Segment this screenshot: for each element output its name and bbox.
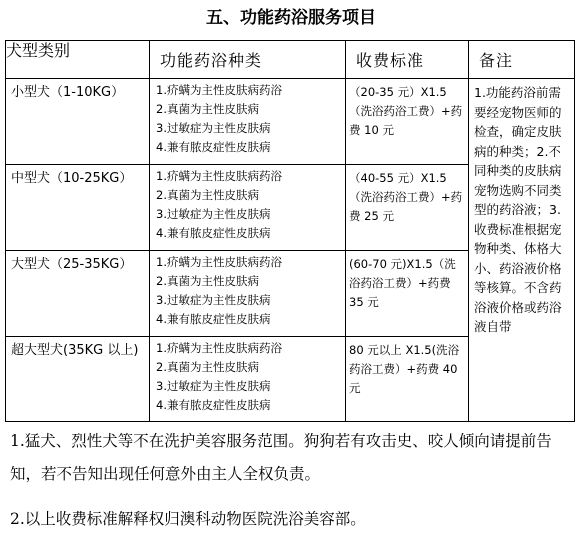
- table-header-row: [6, 41, 575, 79]
- bath-kinds-cell: [150, 165, 346, 251]
- dog-type-cell: 小型犬（1-10KG）: [6, 79, 150, 165]
- bath-kind-item: 2.真菌为主性皮肤病: [156, 274, 259, 288]
- dog-type-cell: 大型犬（25-35KG）: [6, 251, 150, 337]
- footnote-1: 1.猛犬、烈性犬等不在洗护美容服务范围。狗狗若有攻击史、咬人倾向请提前告知，若不告知出现任何意外由主人全权负责。: [10, 432, 552, 483]
- bath-kind-item: 1.疥螨为主性皮肤病药浴: [156, 169, 282, 183]
- bath-kind-item: 4.兼有脓皮症性皮肤病: [156, 226, 271, 240]
- service-table: [5, 40, 575, 422]
- section-title: 五、功能药浴服务项目: [206, 8, 376, 28]
- bath-kind-item: 3.过敏症为主性皮肤病: [156, 293, 271, 307]
- header-note: 备注: [469, 41, 575, 79]
- bath-kinds-cell: [150, 79, 346, 165]
- table-row: [6, 79, 575, 165]
- bath-kinds-cell: [150, 337, 346, 422]
- bath-kind-item: 3.过敏症为主性皮肤病: [156, 207, 271, 221]
- note-cell: 1.功能药浴前需要经宠物医师的检查，确定皮肤病的种类；2.不同种类的皮肤病宠物选购不同类型的药浴液；3.收费标准根据宠物种类、体格大小、药浴液价格等核算。不含药浴液价格或药浴液自带: [469, 79, 575, 422]
- dog-type-cell: 中型犬（10-25KG）: [6, 165, 150, 251]
- bath-kinds-cell: [150, 251, 346, 337]
- bath-kind-item: 1.疥螨为主性皮肤病药浴: [156, 83, 282, 97]
- header-dog-type: 犬型类别: [6, 41, 150, 79]
- dog-type-cell: 超大型犬(35KG 以上): [6, 337, 150, 422]
- bath-kind-item: 2.真菌为主性皮肤病: [156, 188, 259, 202]
- bath-kind-item: 1.疥螨为主性皮肤病药浴: [156, 255, 282, 269]
- price-cell: (60-70 元)X1.5（洗浴药浴工费）+药费 35 元: [346, 251, 469, 337]
- price-cell: 80 元以上 X1.5(洗浴药浴工费）+药费 40 元: [346, 337, 469, 422]
- bath-kind-item: 3.过敏症为主性皮肤病: [156, 121, 271, 135]
- bath-kind-item: 1.疥螨为主性皮肤病药浴: [156, 341, 282, 355]
- price-cell: （20-35 元）X1.5（洗浴药浴工费）+药费 10 元: [346, 79, 469, 165]
- bath-kind-item: 3.过敏症为主性皮肤病: [156, 379, 271, 393]
- bath-kind-item: 2.真菌为主性皮肤病: [156, 360, 259, 374]
- bath-kind-item: 2.真菌为主性皮肤病: [156, 102, 259, 116]
- header-bath-kinds: 功能药浴种类: [150, 41, 346, 79]
- footnote-2: 2.以上收费标准解释权归澳科动物医院洗浴美容部。: [10, 510, 366, 528]
- price-cell: （40-55 元）X1.5（洗浴药浴工费）+药费 25 元: [346, 165, 469, 251]
- bath-kind-item: 4.兼有脓皮症性皮肤病: [156, 140, 271, 154]
- bath-kind-item: 4.兼有脓皮症性皮肤病: [156, 312, 271, 326]
- bath-kind-item: 4.兼有脓皮症性皮肤病: [156, 398, 271, 412]
- header-price: 收费标准: [346, 41, 469, 79]
